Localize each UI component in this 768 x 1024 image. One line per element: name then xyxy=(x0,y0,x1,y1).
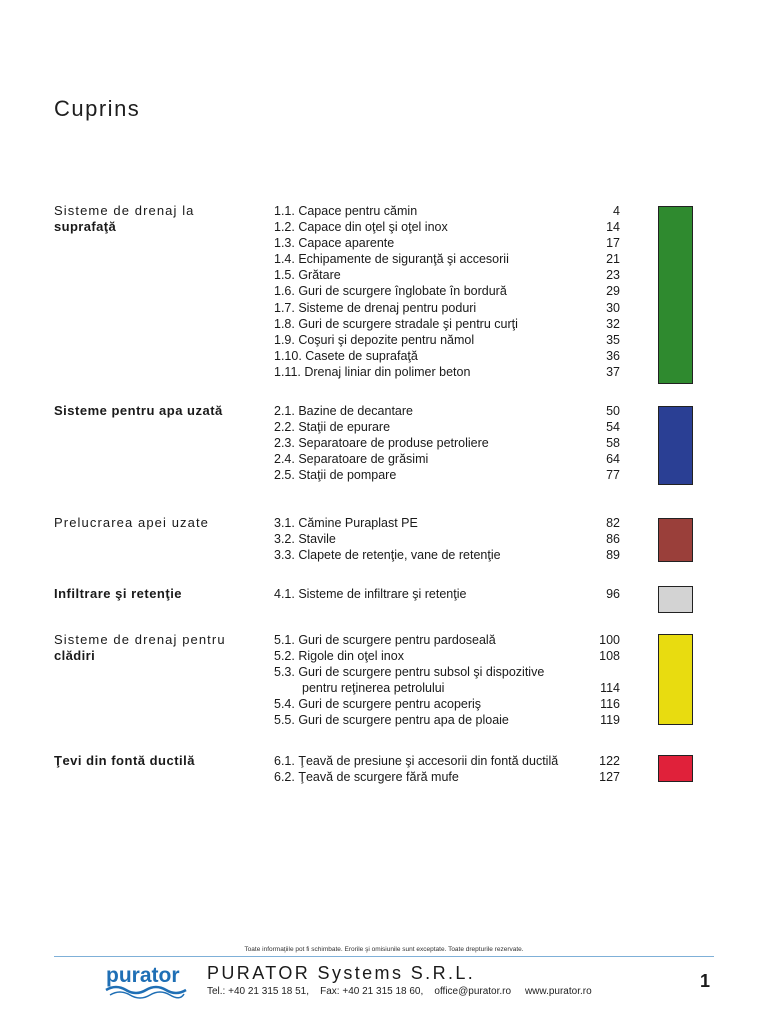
toc-item[interactable] xyxy=(274,547,620,563)
toc-item-label: 1.11. Drenaj liniar din polimer beton xyxy=(274,364,471,379)
toc-item[interactable] xyxy=(274,251,620,267)
page-title: Cuprins xyxy=(54,96,141,121)
section-title-line1: Sisteme de drenaj pentru xyxy=(54,632,226,647)
toc-item-page: 58 xyxy=(606,436,620,451)
company-name: PURATOR Systems S.R.L. xyxy=(207,963,476,983)
section-color-bar-yellow xyxy=(658,634,693,725)
toc-item[interactable] xyxy=(274,712,620,728)
company-contacts: Tel.: +40 21 315 18 51, Fax: +40 21 315 18 60, office@purator.ro www.purator.ro xyxy=(207,986,592,997)
toc-item[interactable] xyxy=(274,451,620,467)
toc-item[interactable] xyxy=(274,348,620,364)
toc-item[interactable] xyxy=(274,316,620,332)
toc-item-page: 77 xyxy=(606,468,620,483)
toc-item[interactable] xyxy=(274,235,620,251)
toc-item-label: 1.6. Guri de scurgere înglobate în bordură xyxy=(274,284,507,299)
toc-item-label: 1.3. Capace aparente xyxy=(274,236,395,251)
section-title-line2: clădiri xyxy=(54,648,96,663)
toc-item-page: 35 xyxy=(606,332,620,347)
toc-item-label: 1.2. Capace din oţel şi oţel inox xyxy=(274,220,448,235)
toc-item[interactable] xyxy=(274,769,620,785)
logo-wordmark: purator xyxy=(106,964,180,987)
toc-items xyxy=(274,403,620,483)
toc-item-label-line2: pentru reţinerea petrolului xyxy=(302,681,445,696)
toc-item-page: 86 xyxy=(606,532,620,547)
section-title xyxy=(54,632,264,664)
toc-item-label: 1.7. Sisteme de drenaj pentru poduri xyxy=(274,300,477,315)
toc-item-label: 1.9. Coşuri şi depozite pentru nămol xyxy=(274,332,475,347)
toc-item-page: 17 xyxy=(606,236,620,251)
toc-item[interactable] xyxy=(274,300,620,316)
section-title xyxy=(54,203,264,235)
section-color-bar-grey xyxy=(658,586,693,613)
toc-item-page: 14 xyxy=(606,220,620,235)
section-color-bar-red xyxy=(658,755,693,782)
toc-item-page: 37 xyxy=(606,364,620,379)
toc-item-label: 2.2. Staţii de epurare xyxy=(274,420,391,435)
toc-item-label: 6.1. Ţeavă de presiune şi accesorii din fontă ductilă xyxy=(274,754,559,768)
toc-item-page: 116 xyxy=(600,697,620,712)
section-color-bar-green xyxy=(658,206,693,384)
toc-item-label: 5.5. Guri de scurgere pentru apa de ploaie xyxy=(274,713,509,728)
toc-item-label: 1.1. Capace pentru cămin xyxy=(274,204,418,218)
toc-item[interactable] xyxy=(274,753,620,769)
toc-item-label: 1.8. Guri de scurgere stradale şi pentru curţi xyxy=(274,316,518,331)
toc-item-page: 50 xyxy=(606,404,620,418)
toc-item-label: 6.2. Ţeavă de scurgere fără mufe xyxy=(274,770,459,785)
toc-item-page: 4 xyxy=(613,204,620,218)
toc-item-page: 96 xyxy=(606,587,620,601)
toc-item[interactable] xyxy=(274,403,620,419)
toc-items xyxy=(274,515,620,563)
toc-item-label: 2.4. Separatoare de grăsimi xyxy=(274,452,429,467)
toc-item-label: 1.4. Echipamente de siguranţă şi accesorii xyxy=(274,252,509,267)
section-title-line1: Infiltrare şi retenţie xyxy=(54,586,183,601)
section-title xyxy=(54,403,264,419)
toc-item-label: 3.3. Clapete de retenţie, vane de retenţie xyxy=(274,548,501,563)
section-title-line2: suprafaţă xyxy=(54,219,117,234)
toc-item-page: 30 xyxy=(606,300,620,315)
section-title-line1: Prelucrarea apei uzate xyxy=(54,515,209,530)
toc-item[interactable] xyxy=(274,332,620,348)
section-title-line1: Sisteme de drenaj la xyxy=(54,203,195,218)
toc-item-label: 1.5. Grătare xyxy=(274,268,341,283)
toc-item-label xyxy=(274,664,544,696)
toc-item-page: 32 xyxy=(606,316,620,331)
toc-item-label: 5.2. Rigole din oţel inox xyxy=(274,649,404,664)
toc-item-page: 114 xyxy=(600,681,620,696)
toc-item-label: 2.3. Separatoare de produse petroliere xyxy=(274,436,489,451)
toc-item[interactable] xyxy=(274,696,620,712)
toc-item[interactable] xyxy=(274,419,620,435)
toc-item[interactable] xyxy=(274,664,620,696)
toc-items xyxy=(274,203,620,380)
toc-item-page: 122 xyxy=(599,754,620,768)
toc-item-page: 64 xyxy=(606,452,620,467)
toc-item[interactable] xyxy=(274,467,620,483)
toc-item-label: 4.1. Sisteme de infiltrare şi retenţie xyxy=(274,587,467,601)
purator-logo xyxy=(104,964,188,1000)
toc-item-page: 108 xyxy=(599,649,620,664)
toc-item-page: 54 xyxy=(606,420,620,435)
toc-item-page: 29 xyxy=(606,284,620,299)
toc-item-label: 5.4. Guri de scurgere pentru acoperiş xyxy=(274,697,482,712)
toc-item-label: 3.1. Cămine Puraplast PE xyxy=(274,516,418,530)
toc-item[interactable] xyxy=(274,283,620,299)
toc-item[interactable] xyxy=(274,648,620,664)
toc-item[interactable] xyxy=(274,515,620,531)
toc-item[interactable] xyxy=(274,219,620,235)
toc-item[interactable] xyxy=(274,586,620,602)
toc-item-page: 100 xyxy=(599,633,620,647)
toc-item-page: 23 xyxy=(606,268,620,283)
toc-items xyxy=(274,586,620,602)
toc-item-page: 119 xyxy=(600,713,620,728)
toc-item[interactable] xyxy=(274,203,620,219)
footer-disclaimer: Toate informaţiile pot fi schimbate. Erorile şi omisiunile sunt exceptate. Toate drepturile rezervate. xyxy=(244,946,524,953)
toc-item[interactable] xyxy=(274,632,620,648)
toc-item-page: 89 xyxy=(606,548,620,563)
section-title xyxy=(54,586,264,602)
toc-item-label: 2.1. Bazine de decantare xyxy=(274,404,413,418)
toc-item[interactable] xyxy=(274,435,620,451)
section-title xyxy=(54,515,264,531)
section-title-line1: Sisteme pentru apa uzată xyxy=(54,403,223,418)
section-title xyxy=(54,753,264,769)
toc-item-label: 2.5. Staţii de pompare xyxy=(274,468,397,483)
toc-item-label: 3.2. Stavile xyxy=(274,532,336,547)
toc-items xyxy=(274,632,620,729)
toc-item[interactable] xyxy=(274,267,620,283)
page-number: 1 xyxy=(700,971,711,991)
toc-item[interactable] xyxy=(274,364,620,380)
toc-items xyxy=(274,753,620,785)
toc-item-page: 21 xyxy=(606,252,620,267)
footer-divider xyxy=(54,956,714,957)
toc-item[interactable] xyxy=(274,531,620,547)
toc-item-page: 127 xyxy=(599,770,620,785)
toc-item-label-line1: 5.3. Guri de scurgere pentru subsol şi dispozitive xyxy=(274,665,545,680)
section-title-line1: Ţevi din fontă ductilă xyxy=(54,753,196,768)
toc-item-page: 36 xyxy=(606,348,620,363)
toc-item-label: 1.10. Casete de suprafaţă xyxy=(274,348,418,363)
toc-item-page: 82 xyxy=(606,516,620,530)
section-color-bar-brown xyxy=(658,518,693,562)
section-color-bar-blue xyxy=(658,406,693,485)
toc-item-label: 5.1. Guri de scurgere pentru pardoseală xyxy=(274,633,496,647)
